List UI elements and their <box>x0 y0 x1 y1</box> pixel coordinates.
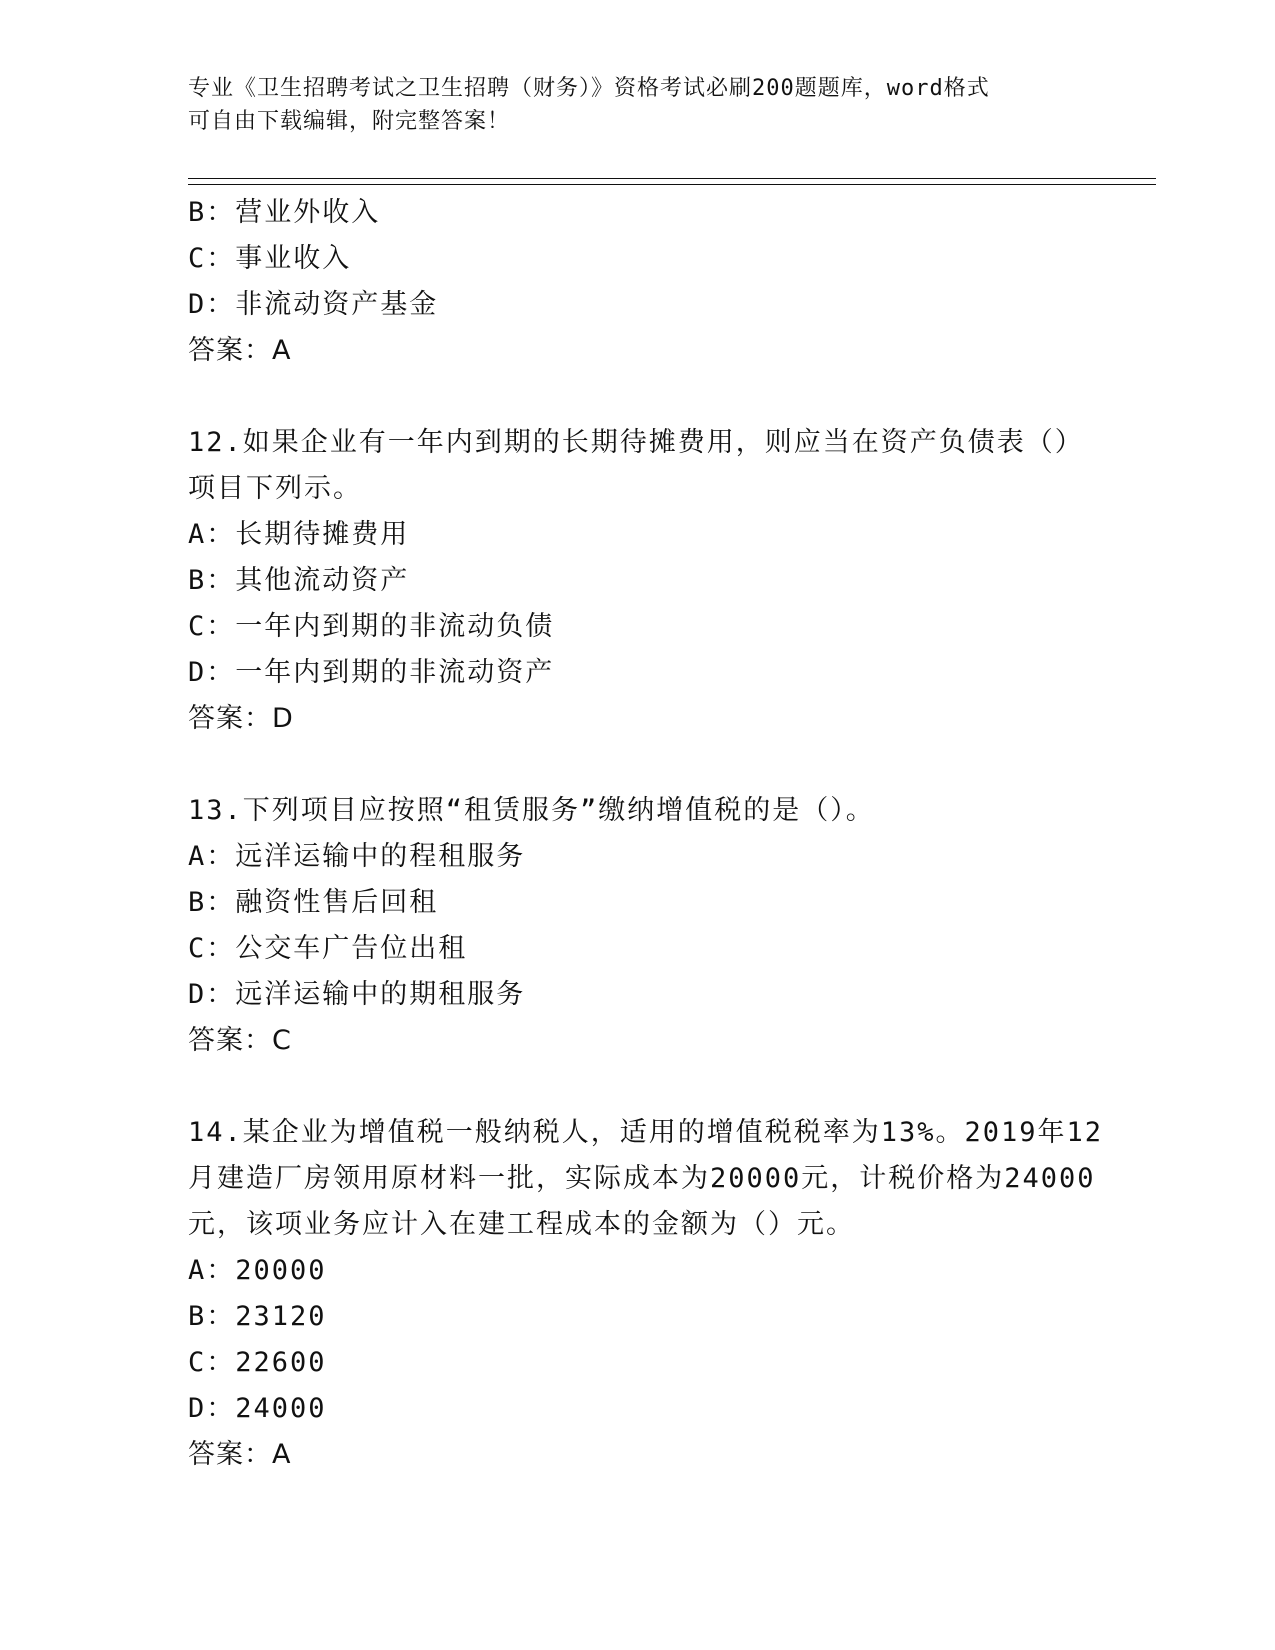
stem-line: 13.下列项目应按照“租赁服务”缴纳增值税的是（）。 <box>188 795 875 826</box>
spacer <box>188 374 1088 420</box>
answer: 答案：D <box>188 703 294 734</box>
option-b: B：融资性售后回租 <box>188 887 439 918</box>
spacer <box>188 742 1088 788</box>
question-stem <box>188 1110 1104 1248</box>
option-b: B：营业外收入 <box>188 197 381 228</box>
option-a: A：长期待摊费用 <box>188 519 410 550</box>
question-stem <box>188 788 1088 834</box>
spacer <box>188 1064 1088 1110</box>
option-b: B：其他流动资产 <box>188 565 410 596</box>
question-list <box>188 190 1104 1478</box>
header-line-2: 可自由下载编辑，附完整答案！ <box>188 109 511 134</box>
option-c: C：一年内到期的非流动负债 <box>188 611 555 642</box>
option-d: D：非流动资产基金 <box>188 289 439 320</box>
option-a: A：远洋运输中的程租服务 <box>188 841 526 872</box>
option-c: C：事业收入 <box>188 243 352 274</box>
answer: 答案：A <box>188 335 292 366</box>
stem-line: 项目下列示。 <box>188 473 362 504</box>
option-d: D：一年内到期的非流动资产 <box>188 657 555 688</box>
option-d: D：远洋运输中的期租服务 <box>188 979 526 1010</box>
header-line-1: 专业《卫生招聘考试之卫生招聘（财务）》资格考试必刷200题题库，word格式 <box>188 76 990 101</box>
question-11-continued <box>188 190 1088 374</box>
question-13 <box>188 788 1088 1064</box>
option-c: C：公交车广告位出租 <box>188 933 468 964</box>
option-b: B：23120 <box>188 1301 327 1332</box>
stem-line: 元，该项业务应计入在建工程成本的金额为（）元。 <box>188 1209 855 1240</box>
stem-line: 14.某企业为增值税一般纳税人，适用的增值税税率为13%。2019年12 <box>188 1117 1104 1148</box>
header-divider <box>188 178 1156 185</box>
question-stem <box>188 420 1088 512</box>
question-12 <box>188 420 1088 742</box>
option-a: A：20000 <box>188 1255 327 1286</box>
question-14 <box>188 1110 1104 1478</box>
option-c: C：22600 <box>188 1347 327 1378</box>
stem-line: 12.如果企业有一年内到期的长期待摊费用，则应当在资产负债表（） <box>188 427 1084 458</box>
document-header <box>188 72 1088 138</box>
answer: 答案：A <box>188 1439 292 1470</box>
answer: 答案：C <box>188 1025 292 1056</box>
stem-line: 月建造厂房领用原材料一批，实际成本为20000元，计税价格为24000 <box>188 1163 1096 1194</box>
option-d: D：24000 <box>188 1393 327 1424</box>
